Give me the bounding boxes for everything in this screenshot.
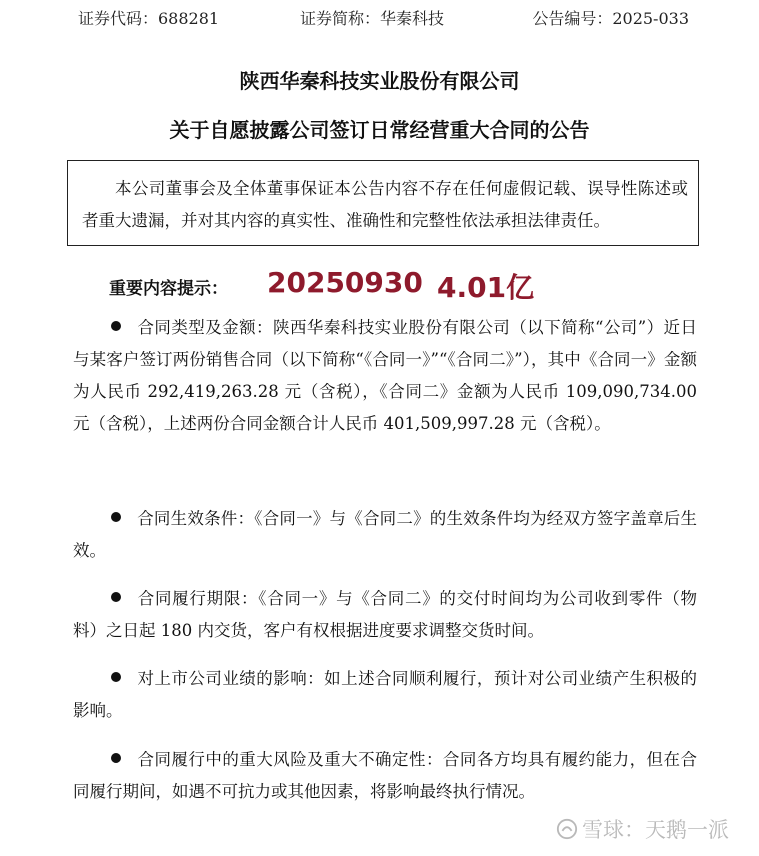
bullet-dot-icon: [111, 592, 121, 602]
bullet-risks: [73, 744, 697, 808]
announcement-title: 关于自愿披露公司签订日常经营重大合同的公告: [169, 118, 590, 142]
watermark: [556, 814, 729, 844]
bullet-text: 合同生效条件：《合同一》与《合同二》的生效条件均为经双方签字盖章后生效。: [73, 509, 697, 560]
announcement-header: [78, 6, 689, 32]
company-title: 陕西华秦科技实业股份有限公司: [239, 69, 520, 93]
bullet-contract-type-amount: [73, 312, 697, 440]
key-points-label: 重要内容提示：: [109, 279, 228, 299]
snowball-logo-icon: [556, 818, 578, 840]
stock-code: 证券代码：688281: [78, 9, 220, 28]
bullet-text: 合同类型及金额：陕西华秦科技实业股份有限公司（以下简称“公司”）近日与某客户签订两份销售合同（以下简称“《合同一》”“《合同二》”），其中《合同一》金额为人民币 292,419,263.28 元（含税），《合同二》金额为人民币 109,090,734.00 元（含税），上述两份合同金额合计人民币 401,509,997.28 元（含税）。: [73, 318, 697, 433]
highlight-date: 20250930: [267, 266, 423, 299]
bullet-dot-icon: [111, 753, 121, 763]
bullet-text: 合同履行中的重大风险及重大不确定性：合同各方均具有履约能力，但在合同履行期间，如遇不可抗力或其他因素，将影响最终执行情况。: [73, 750, 697, 801]
bullet-dot-icon: [111, 512, 121, 522]
board-guarantee-notice: 本公司董事会及全体董事保证本公告内容不存在任何虚假记载、误导性陈述或者重大遗漏，并对其内容的真实性、准确性和完整性依法承担法律责任。: [67, 160, 699, 246]
bullet-performance-impact: [73, 663, 697, 727]
bullet-text: 对上市公司业绩的影响：如上述合同顺利履行，预计对公司业绩产生积极的影响。: [73, 669, 697, 720]
stock-abbreviation: 证券简称：华秦科技: [300, 9, 445, 28]
bullet-dot-icon: [111, 321, 121, 331]
bullet-effective-conditions: [73, 503, 697, 567]
watermark-text: 雪球：天鹅一派: [582, 818, 729, 842]
announcement-number: 公告编号：2025-033: [532, 9, 689, 28]
bullet-dot-icon: [111, 672, 121, 682]
highlight-amount: 4.01亿: [437, 271, 535, 304]
bullet-text: 合同履行期限：《合同一》与《合同二》的交付时间均为公司收到零件（物料）之日起 180 内交货，客户有权根据进度要求调整交货时间。: [73, 589, 697, 640]
bullet-performance-period: [73, 583, 697, 647]
